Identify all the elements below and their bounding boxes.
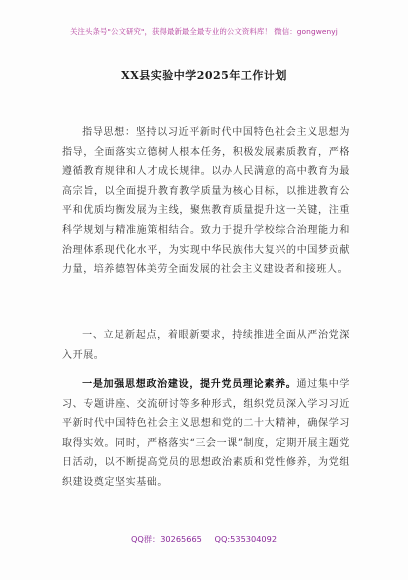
footer-qq-number: QQ:535304092 <box>214 534 278 544</box>
item-1-body: 通过集中学习、专题讲座、交流研讨等多种形式，组织党员深入学习习近平新时代中国特色社会主义思想和党的二十大精神，确保学习取得实效。同时，严格落实“三会一课”制度，定期开展主题党日活动，以不断提高党员的思想政治素质和党性修养，为党组织建设奠定坚实基础。 <box>62 379 351 488</box>
section-heading-1-text: 一、立足新起点，着眼新要求，持续推进全面从严治党深入开展。 <box>62 330 350 361</box>
footer-contacts <box>0 534 408 545</box>
header-notice: 关注头条号"公文研究"，获得最新最全最专业的公文资料库！ 微信：gongwenyj <box>70 27 338 36</box>
guiding-thought-text: 指导思想：坚持以习近平新时代中国特色社会主义思想为指导，全面落实立德树人根本任务，积极发展素质教育，严格遵循教育规律和人才成长规律。以办人民满意的高中教育为最高宗旨，以全面提升教育教学质量为核心目标，以推进教育公平和优质均衡发展为主线，聚焦教育质量提升这一关键，注重科学规划与精准施策相结合。致力于提升学校综合治理能力和治理体系现代化水平，为实现中华民族伟大复兴的中国梦贡献力量，培养德智体美劳全面发展的社会主义建设者和接班人。 <box>62 127 350 276</box>
footer-qq-group: QQ群：30265665 <box>130 534 202 544</box>
item-1-lead: 一是加强思想政治建设，提升党员理论素养。 <box>82 379 297 390</box>
guiding-thought-paragraph <box>62 123 350 280</box>
document-title: XX县实验中学2025年工作计划 <box>121 69 287 82</box>
section-heading-1 <box>62 326 350 365</box>
item-1-paragraph <box>62 375 350 493</box>
